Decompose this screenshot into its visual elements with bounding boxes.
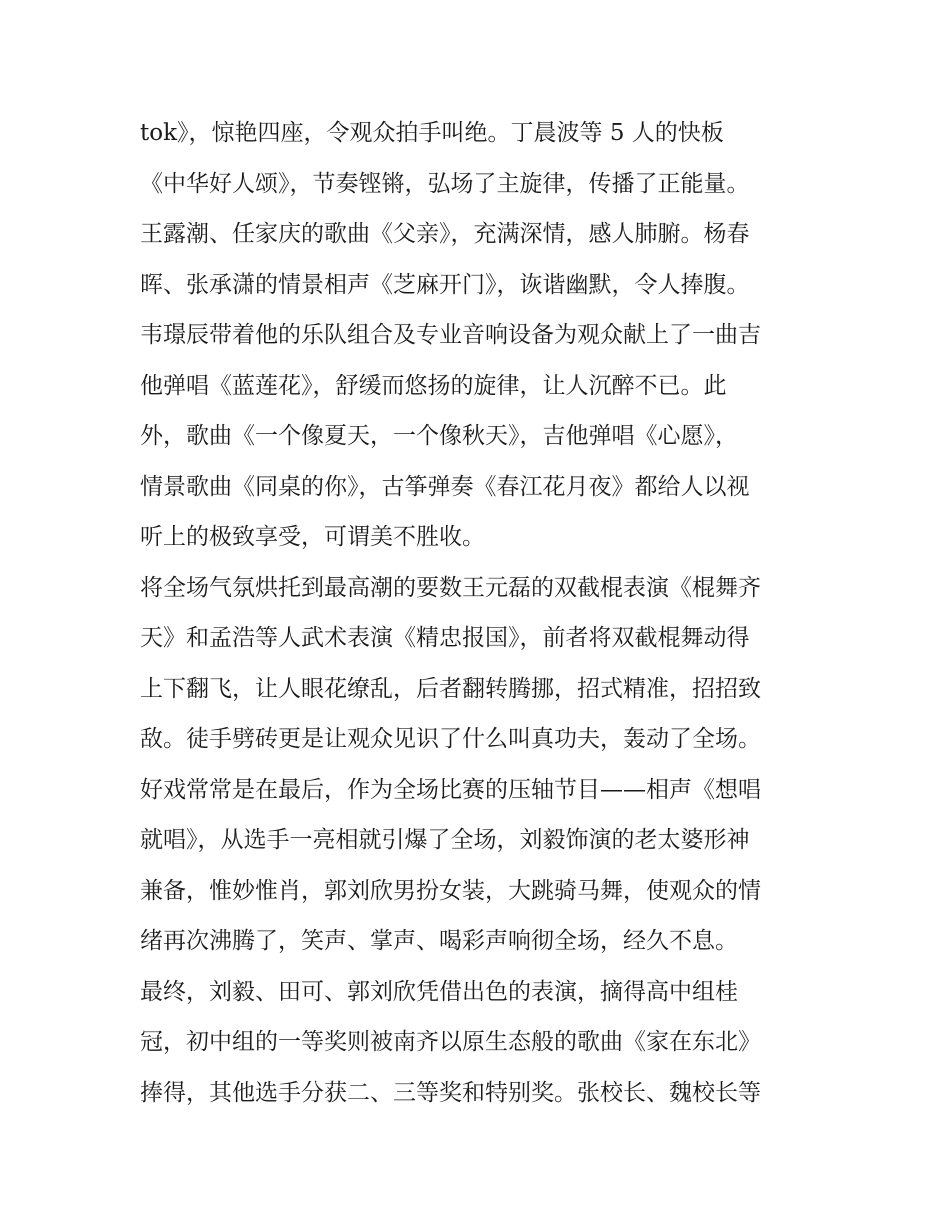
text-line: 韦璟辰带着他的乐队组合及专业音响设备为观众献上了一曲吉 xyxy=(140,322,761,348)
text-line: 王露潮、任家庆的歌曲《父亲》，充满深情，感人肺腑。杨春 xyxy=(140,221,750,247)
text-line: 《中华好人颂》，节奏铿锵，弘场了主旋律，传播了正能量。 xyxy=(140,170,750,197)
text-line: 就唱》，从选手一亮相就引爆了全场，刘毅饰演的老太婆形神 xyxy=(140,827,750,853)
text-line: 晖、张承潇的情景相声《芝麻开门》，诙谐幽默，令人捧腹。 xyxy=(140,271,750,298)
text-line: 他弹唱《蓝莲花》，舒缓而悠扬的旋律，让人沉醉不已。此 xyxy=(140,372,727,399)
text-line: 好戏常常是在最后，作为全场比赛的压轴节目——相声《想唱 xyxy=(140,776,761,803)
text-line: 上下翻飞，让人眼花缭乱，后者翻转腾挪，招式精准，招招致 xyxy=(140,675,761,702)
text-line: 外，歌曲《一个像夏天，一个像秋天》，吉他弹唱《心愿》， xyxy=(140,423,738,449)
text-line: 天》和孟浩等人武术表演《精忠报国》，前者将双截棍舞动得 xyxy=(140,625,750,651)
text-line: tok》，惊艳四座，令观众拍手叫绝。丁晨波等 5 人的快板 xyxy=(140,120,724,146)
text-line: 绪再次沸腾了，笑声、掌声、喝彩声响彻全场，经久不息。 xyxy=(140,928,738,954)
text-line: 最终，刘毅、田可、郭刘欣凭借出色的表演，摘得高中组桂 xyxy=(140,978,738,1005)
text-line: 兼备，惟妙惟肖，郭刘欣男扮女装，大跳骑马舞，使观众的情 xyxy=(140,877,761,904)
text-line: 冠，初中组的一等奖则被南齐以原生态般的歌曲《家在东北》 xyxy=(140,1029,761,1055)
text-line: 捧得，其他选手分获二、三等奖和特别奖。张校长、魏校长等 xyxy=(140,1079,761,1106)
text-line: 听上的极致享受，可谓美不胜收。 xyxy=(140,524,485,550)
article-body xyxy=(140,108,820,1118)
text-line: 敌。徒手劈砖更是让观众见识了什么叫真功夫，轰动了全场。 xyxy=(140,726,761,752)
text-line: 将全场气氛烘托到最高潮的要数王元磊的双截棍表演《棍舞齐 xyxy=(140,574,761,601)
text-line: 情景歌曲《同桌的你》，古筝弹奏《春江花月夜》都给人以视 xyxy=(140,473,750,500)
